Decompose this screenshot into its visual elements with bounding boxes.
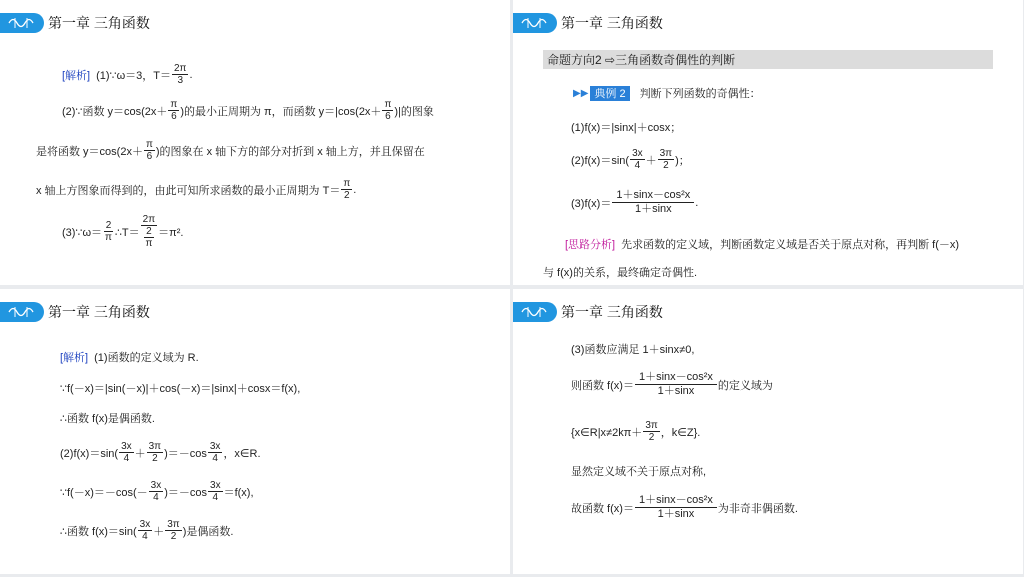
- chapter-title: 第一章 三角函数: [561, 15, 663, 31]
- analysis-line-5: (3)∵ω＝ $\frac{2}{\pi}$ ∴T＝ $\frac{2\pi}{\frac{2}{\pi}}$ ＝π².: [62, 214, 184, 249]
- solution-line-4: 显然定义域不关于原点对称,: [571, 466, 707, 478]
- sine-wave-icon: [0, 302, 44, 322]
- question-1: (1)f(x)＝|sinx|＋cosx；: [571, 122, 682, 134]
- hint-line-1: [思路分析] 先求函数的定义域，判断函数定义域是否关于原点对称，再判断 f(－x): [565, 239, 960, 251]
- sine-wave-icon: [513, 302, 557, 322]
- sine-wave-icon: [513, 13, 557, 33]
- example-badge: 典例 2: [590, 86, 629, 101]
- chapter-title: 第一章 三角函数: [48, 15, 150, 31]
- double-arrow-icon: ▶▶: [573, 87, 589, 99]
- chapter-title: 第一章 三角函数: [561, 304, 663, 320]
- example-line: ▶▶ 典例 2 判断下列函数的奇偶性：: [573, 87, 761, 100]
- solution-line-1: [解析] (1)函数的定义域为 R.: [60, 352, 199, 364]
- analysis-line-2: (2)∵函数 y＝cos(2x＋ $\frac{\pi}{6}$ )的最小正周期为 π，而函数 y＝|cos(2x＋ $\frac{\pi}{6}$ )|的图象: [62, 99, 434, 122]
- analysis-line-3: 是将函数 y＝cos(2x＋ $\frac{\pi}{6}$ )的图象在 x 轴下方的部分对折到 x 轴上方，并且保留在: [36, 139, 425, 162]
- question-3: (3)f(x)＝ $\frac{\text{1＋sinx－cos²x}}{1+\sin x}$ .: [571, 189, 699, 215]
- solution-line-2: 则函数 f(x)＝ $\frac{\text{1＋sinx－cos²x}}{1+\sin x}$ 的定义域为: [571, 371, 773, 397]
- chapter-header: [513, 12, 663, 34]
- chapter-header: [0, 12, 150, 34]
- chapter-title: 第一章 三角函数: [48, 304, 150, 320]
- solution-line-5: 故函数 f(x)＝ $\frac{\text{1＋sinx－cos²x}}{1+\sin x}$ 为非奇非偶函数.: [571, 494, 798, 520]
- solution-line-6: ∴函数 f(x)＝sin( $\frac{3x}{4}$ ＋ $\frac{3\pi}{2}$ )是偶函数.: [60, 519, 234, 542]
- slide-1: [0, 0, 510, 285]
- topic-banner: 命题方向2 ⇨三角函数奇偶性的判断: [543, 50, 993, 69]
- slide-4: [513, 289, 1023, 574]
- solution-line-1: (3)函数应满足 1＋sinx≠0,: [571, 344, 695, 356]
- slide-3: [0, 289, 510, 574]
- solution-line-2: ∵f(－x)＝|sin(－x)|＋cos(－x)＝|sinx|＋cosx＝f(x),: [60, 383, 301, 395]
- solution-line-3: {x∈R|x≠2kπ＋ $\frac{3\pi}{2}$ ，k∈Z}.: [571, 420, 701, 443]
- slide-2: [513, 0, 1023, 285]
- hint-line-2: 与 f(x)的关系，最终确定奇偶性.: [543, 267, 697, 279]
- solution-line-3: ∴函数 f(x)是偶函数.: [60, 413, 155, 425]
- solution-line-4: (2)f(x)＝sin( $\frac{3x}{4}$ ＋ $\frac{3\pi}{2}$ )＝－cos $\frac{3x}{4}$ ，x∈R.: [60, 441, 261, 464]
- chapter-header: [513, 301, 663, 323]
- analysis-line-1: [解析] (1)∵ω＝3，T＝ $\frac{2\pi}{3}$ .: [62, 63, 193, 86]
- analysis-line-4: x 轴上方图象而得到的，由此可知所求函数的最小正周期为 T＝ $\frac{\pi}{2}$ .: [36, 178, 357, 201]
- solution-line-5: ∵f(－x)＝－cos(－ $\frac{3x}{4}$ )＝－cos $\frac{3x}{4}$ ＝f(x),: [60, 480, 254, 503]
- sine-wave-icon: [0, 13, 44, 33]
- question-2: (2)f(x)＝sin( $\frac{3x}{4}$ ＋ $\frac{3\pi}{2}$ )；: [571, 148, 690, 171]
- chapter-header: [0, 301, 150, 323]
